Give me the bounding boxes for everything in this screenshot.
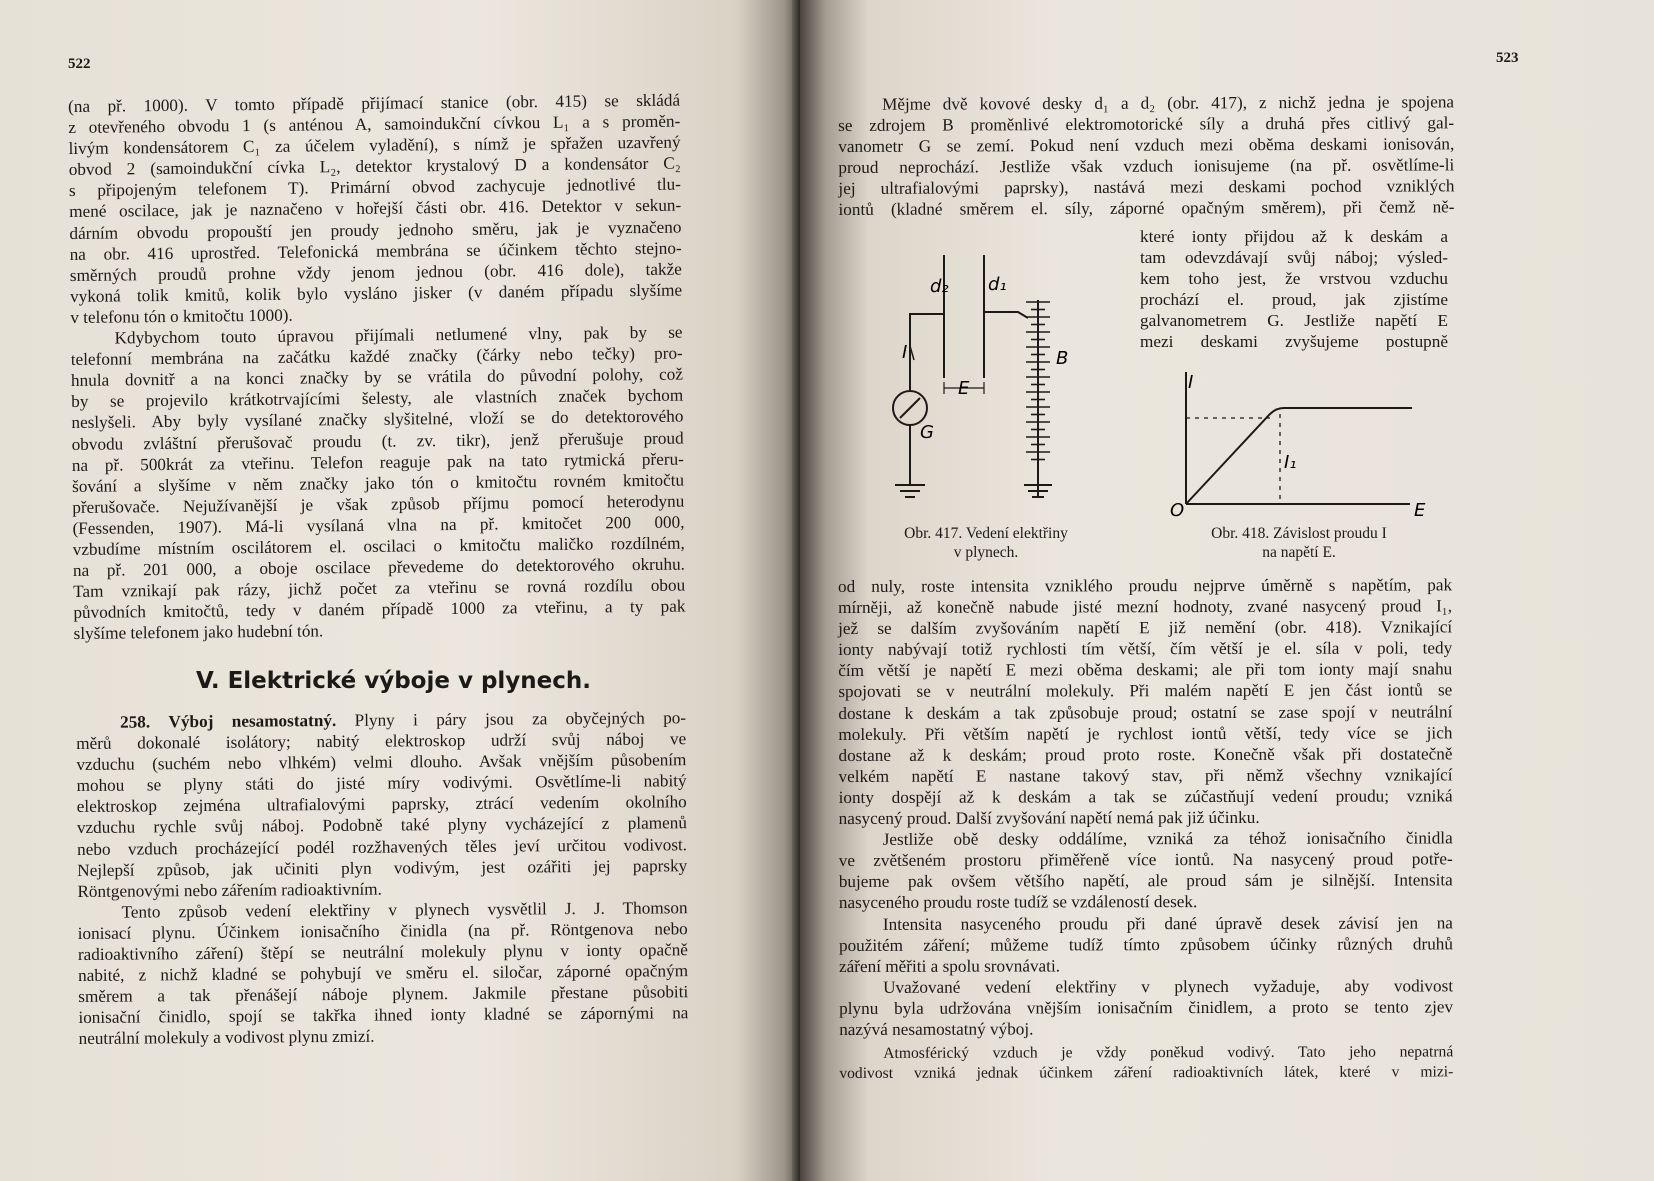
page-number-left: 522: [68, 56, 91, 72]
label-saturation-I1: I₁: [1284, 452, 1297, 473]
text-line: elektroskop zejména ultrafialovými paprsky, ztrácí vedením okolního: [76, 792, 687, 817]
text-line: vzduchu rychle svůj náboj. Podobně také plyny vycházející z plamenů: [76, 813, 687, 838]
text-line: vzduchu (suchém nebo vlhkém) velmi dlouho. Avšak vnějším působením: [76, 750, 687, 775]
figure-417: [880, 250, 1080, 520]
caption-418: [1164, 524, 1434, 562]
caption-417-line-2: v plynech.: [953, 544, 1019, 561]
right-paragraph-3: [839, 828, 1453, 914]
text-line: jej ultrafialovými paprsky), nastává mezi deskami pochod vzniklých: [838, 176, 1455, 199]
text-line: z otevřeného obvodu 1 (s anténou A, samoindukční cívkou L₁ a s proměn-: [68, 111, 681, 138]
text-line: čím větší je napětí E mezi oběma deskami; ale při tom ionty mají snahu: [838, 659, 1453, 681]
left-paragraph-1: [68, 90, 682, 328]
text-line: vanometr G se zemí. Pokud není vzduch mezi oběma deskami ionisován,: [838, 134, 1455, 157]
axis-label-E: E: [1414, 500, 1426, 520]
right-text-top: [838, 91, 1455, 220]
text-line: obvodu zvláštní přerušovač proudu (t. zv. tikr), jenž přerušuje proud: [71, 428, 684, 454]
right-text-narrow: [1140, 226, 1448, 353]
text-line: mohou se plyny státi do jisté míry vodivými. Osvětlíme-li nabitý: [76, 771, 687, 796]
label-galvanometer-G: G: [920, 422, 934, 443]
section-title: Výboj nesamostatný.: [168, 710, 337, 732]
left-text-bottom: [76, 707, 689, 1049]
text-line: velkém napětí E nastane takový stav, při němž všechny vznikající: [838, 765, 1453, 786]
left-paragraph-2: [70, 322, 685, 645]
text-line: dostane k deskám a tak způsobuje proud; ostatní se zase spojí v neutrální: [838, 701, 1453, 723]
label-current-I: I: [902, 342, 908, 363]
text-line: plynu byla udržována vnějším ionisačním činidlem, a proto se tento zjev: [839, 997, 1454, 1018]
text-line: Röntgenovými nebo zářením radioaktivním.: [77, 879, 383, 901]
text-line: tam odevzdávají svůj náboj; výsled-: [1140, 248, 1448, 268]
axis-origin-O: O: [1170, 500, 1185, 520]
right-paragraph-2: [838, 574, 1453, 829]
text-line: (Fessenden, 1907). Má-li vysílaná vlna na př. kmitočet 200 000,: [72, 512, 685, 538]
section-258: [76, 707, 687, 902]
label-voltage-E: E: [958, 378, 970, 399]
text-line: s připojeným telefonem T). Primární obvod zachycuje jednotlivé tlu-: [68, 174, 682, 201]
left-page: [0, 0, 800, 1181]
text-line: ve zvětšeném prostoru přiměřeně více iontů. Na nasycený proud potře-: [838, 849, 1453, 871]
text-line: Nejlepší způsob, jak učiniti plyn vodivým, jest ozářiti jej paprsky: [77, 855, 688, 880]
text-line: na obr. 416 uprostřed. Telefonická membrána se účinkem těchto stejno-: [69, 238, 682, 264]
text-line: na př. 500krát za vteřinu. Telefon reaguje pak na tato rytmická přeru-: [71, 449, 684, 475]
text-line: mezi deskami zvyšujeme postupně: [1140, 332, 1448, 352]
text-line: radioaktivního záření) štěpí se neutrální molekuly plynu v ionty opačně: [77, 940, 688, 965]
text-line: neutrální molekuly a vodivost plynu zmizí.: [78, 1027, 375, 1049]
text-line: (na př. 1000). V tomto případě přijímací stanice (obr. 415) se skládá: [68, 90, 681, 116]
text-line: které ionty přijdou až k deskám a: [1140, 227, 1448, 246]
text-line: Jestliže obě desky oddálíme, vzniká za téhož ionisačního činidla: [882, 828, 1453, 850]
text-line: molekuly. Při větším napětí je rychlost iontů větší, tedy více se jich: [838, 723, 1453, 744]
caption-418-line-1: Obr. 418. Závislost proudu I: [1211, 525, 1387, 542]
section-number: 258.: [120, 712, 151, 732]
text-line: vykoná tolik kmitů, kolik bylo vysláno jisker (v daném případu slyšíme: [69, 280, 683, 306]
text-line: Uvažované vedení elektřiny v plynech vyžaduje, aby vodivost: [883, 976, 1454, 997]
text-line: ionty dospějí až k deskám a tak se zúčastňují vedení proudu; vzniká: [838, 786, 1453, 807]
text-line: prochází el. proud, jak zjistíme: [1140, 290, 1448, 310]
text-line: Intensita nasyceného proudu při dané úpravě desek závisí jen na: [882, 912, 1453, 934]
text-line: neslyšeli. Aby byly vysílané značky slyšitelné, vloží se do detektorového: [71, 406, 684, 433]
text-line: spojovati se v neutrální molekuly. Při malém napětí E jen část iontů se: [838, 680, 1453, 702]
label-d1: d₁: [988, 274, 1007, 295]
text-line: proud neprochází. Jestliže však vzduch ionisujeme (na př. osvětlíme-li: [838, 155, 1455, 178]
figure-417-diagram: [880, 250, 1080, 520]
text-line: telefonní membrána na začátku každé značky (čárky nebo tečky) pro-: [70, 343, 683, 370]
text-line: Tento způsob vedení elektřiny v plynech vysvětlil J. J. Thomson: [121, 898, 688, 922]
text-line: kem toho jest, že vrstvou vzduchu: [1140, 269, 1448, 289]
text-line: ionisací plynu. Účinkem ionisačního činidla (na př. Röntgenova nebo: [77, 919, 688, 943]
text-line: v telefonu tón o kmitočtu 1000).: [70, 305, 293, 327]
text-line: původních kmitočtů, tedy v daném případě 1000 za vteřinu, a ty pak: [73, 596, 686, 623]
text-line: nabité, z nichž kladné se pohybují ve směru el. siločar, záporné opačným: [77, 961, 689, 986]
text-line: měrů dokonalé isolátory; nabitý elektroskop udrží svůj náboj ve: [76, 729, 687, 754]
text-line: ionisační činidlo, spojí se takřka ihned ionty kladné se zápornými na: [78, 1003, 689, 1028]
caption-417: [856, 524, 1116, 562]
text-line: se zdrojem B proměnlivé elektromotorické síly a druhá přes citlivý gal-: [838, 113, 1455, 136]
text-line: nazývá nesamostatný výboj.: [839, 1019, 1034, 1039]
text-line: Atmosférický vzduch je vždy poněkud vodivý. Tato jeho nepatrná: [883, 1043, 1454, 1062]
right-paragraph-small: [839, 1042, 1453, 1084]
axis-label-I: I: [1188, 372, 1194, 393]
right-page: [800, 0, 1654, 1181]
text-line: Mějme dvě kovové desky d₁ a d₂ (obr. 417), z nichž jedna je spojena: [882, 92, 1455, 114]
label-d2: d₂: [930, 276, 949, 297]
left-paragraph-4: [77, 897, 688, 1049]
text-line: směrem a tak přenášejí náboje plynem. Jakmile přestane působiti: [78, 982, 689, 1007]
text-line: vzbudíme místním oscilátorem el. oscilaci o kmitočtu maličko rozdílném,: [72, 533, 685, 559]
text-line: na př. 201 000, a oboje oscilace převedeme do detektorového okruhu.: [72, 554, 686, 581]
text-line: bujeme pak ovšem většího napětí, ale proud sám je silnější. Intensita: [838, 870, 1453, 892]
text-line: dostane až k deskám; proud proto roste. Konečně však při dostatečně: [838, 744, 1453, 765]
text-line: mené oscilace, jak je naznačeno v hořejší části obr. 416. Detektor v sekun-: [69, 196, 682, 222]
text-line: nasycený proud. Další zvyšování napětí nemá pak již účinku.: [838, 807, 1260, 829]
text-line: šování a slyšíme v něm značky jako tón o kmitočtu rovném kmitočtu: [71, 470, 685, 496]
text-line: nebo vzduch procházející podél rozžhavených těles jeví určitou vodivost.: [77, 834, 688, 859]
text-line: směrných proudů prohne vždy jenom jednou (obr. 416 dole), takže: [69, 259, 682, 285]
text-line: obvod 2 (samoindukční cívka L₂, detektor krystalový D a kondensátor C₂: [68, 153, 681, 180]
text-line: slyšíme telefonem jako hudební tón.: [73, 621, 324, 644]
figure-418: [1170, 370, 1430, 520]
text-line: ionty nabývají totiž rychlosti tím větší, čím větší je el. síla v poli, tedy: [838, 638, 1453, 660]
text-line: mírněji, až konečně nabude jisté mezní hodnoty, zvané nasycený proud I₁,: [838, 596, 1453, 618]
caption-417-line-1: Obr. 417. Vedení elektřiny: [904, 525, 1068, 542]
text-line: jež se dalším zvyšováním napětí E již nemění (obr. 418). Vznikající: [838, 617, 1453, 639]
left-text-top: [68, 90, 686, 645]
text-line: přerušovače. Nejužívanější je však způsob příjmu pomocí heterodynu: [72, 491, 685, 517]
text-line: livým kondensátorem C₁ za účelem vyladění), s nímž je spřažen uzavřený: [68, 132, 681, 159]
text-line: hnula dovnitř a na konci značky by se vrátila do původní polohy, což: [70, 364, 684, 391]
caption-418-line-2: na napětí E.: [1262, 544, 1336, 561]
text-line: vodivost vzniká jednak účinkem záření radioaktivních látek, které v mizi-: [839, 1063, 1454, 1083]
text-line: Tam vznikají pak rázy, jichž počet za vteřinu se rovná rozdílu obou: [73, 575, 686, 602]
text-line: galvanometrem G. Jestliže napětí E: [1140, 311, 1448, 331]
text-line: nasyceného proudu roste tudíž se vzdáleností desek.: [838, 892, 1198, 913]
page-number-right: 523: [1496, 50, 1519, 66]
text-line: Kdybychom touto úpravou přijímali netlumené vlny, pak by se: [114, 322, 683, 348]
right-text-bottom: [838, 574, 1453, 1084]
figure-418-graph: [1170, 370, 1430, 520]
text-line: použitém záření; můžeme tudíž tímto způsobem účinky různých druhů: [838, 933, 1453, 955]
text-line: od nuly, roste intensita vzniklého proudu nejprve úměrně s napětím, pak: [838, 575, 1453, 596]
text-line: by se projevilo krátkotrvajícími šelesty, ale vlastních značek bychom: [71, 385, 684, 412]
text-line: dárním obvodu propouští jen proudy jednoho směru, jak je vyznačeno: [69, 217, 682, 243]
text-line: Plyny i páry jsou za obyčejných po-: [354, 708, 687, 730]
text-line: iontů (kladné směrem el. síly, záporné opačným směrem), při čemž ně-: [838, 197, 1455, 220]
label-battery-B: B: [1056, 348, 1069, 369]
text-line: záření měřiti a spolu srovnávati.: [838, 956, 1061, 976]
right-paragraph-5: [839, 975, 1453, 1040]
chapter-title: V. Elektrické výboje v plynech.: [196, 668, 592, 694]
right-paragraph-4: [839, 912, 1453, 977]
